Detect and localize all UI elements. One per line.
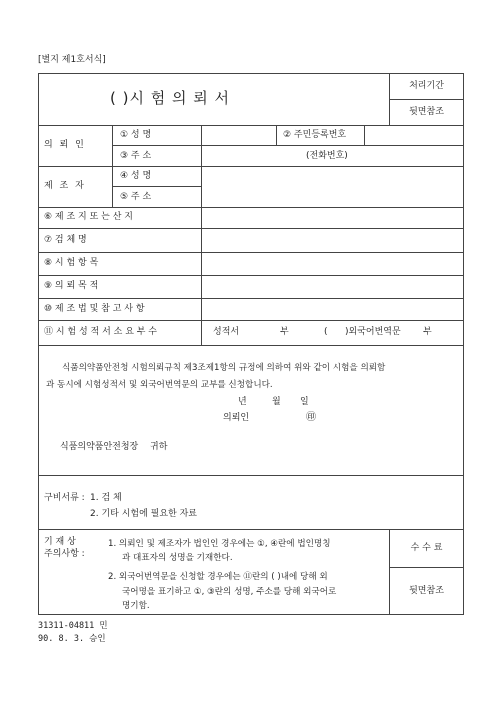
attachment-item-2: 2. 기타 시험에 필요한 자료 bbox=[90, 509, 197, 519]
certificate-unit: 부 bbox=[280, 327, 289, 337]
note-2-line-2: 국어명을 표기하고 ①, ③란의 성명, 주소를 당해 외국어로 bbox=[122, 587, 337, 597]
seal-mark: ㊞ bbox=[306, 412, 316, 423]
attachment-item-1: 1. 검 체 bbox=[90, 493, 122, 503]
field-purpose-label: ⑨ 의 뢰 목 적 bbox=[44, 281, 99, 291]
certificate-copies-field[interactable] bbox=[246, 323, 276, 339]
note-2-line-1: 2. 외국어번역문을 신청할 경우에는 ⑪란의 ( )내에 당해 외 bbox=[108, 572, 328, 582]
resident-no-label: ② 주민등록번호 bbox=[283, 130, 347, 140]
signer-label: 의뢰인 bbox=[223, 413, 250, 423]
notes-label-1: 기 재 상 bbox=[44, 537, 76, 547]
recipient: 식품의약품안전청장 bbox=[60, 442, 139, 452]
notes-label-2: 주의사항 : bbox=[44, 549, 85, 559]
foreign-unit: 부 bbox=[423, 327, 432, 337]
note-1-line-1: 1. 의뢰인 및 제조자가 법인인 경우에는 ①, ④란에 법인명칭 bbox=[108, 539, 331, 549]
statement-line-2: 과 동시에 시험성적서 및 외국어번역문의 교부를 신청합니다. bbox=[46, 380, 273, 390]
phone-label: (전화번호) bbox=[306, 151, 348, 161]
date-day: 일 bbox=[300, 397, 309, 407]
field-copies-label: ⑪ 시 험 성 적 서 소 요 부 수 bbox=[44, 327, 157, 337]
field-sample-name-label: ⑦ 검 체 명 bbox=[44, 235, 87, 245]
manufacturer-address-label: ⑤ 주 소 bbox=[120, 192, 152, 202]
foreign-paren-open: ( bbox=[324, 327, 328, 337]
date-month: 월 bbox=[272, 397, 281, 407]
certificate-label: 성적서 bbox=[213, 327, 240, 337]
approval-date: 90. 8. 3. 승인 bbox=[38, 634, 106, 644]
recipient-honorific: 귀하 bbox=[150, 442, 168, 452]
note-1-line-2: 과 대표자의 성명을 기재한다. bbox=[122, 553, 233, 563]
requester-address-field[interactable] bbox=[203, 147, 303, 164]
test-items-field[interactable] bbox=[203, 254, 462, 273]
fee-label: 수 수 료 bbox=[410, 543, 443, 553]
method-field[interactable] bbox=[203, 300, 462, 318]
processing-period-label: 처리기간 bbox=[409, 81, 444, 91]
note-2-line-3: 명기함. bbox=[122, 601, 150, 611]
sample-name-field[interactable] bbox=[203, 230, 462, 250]
manufacturer-address-field[interactable] bbox=[203, 188, 462, 205]
manufacturer-label: 제 조 자 bbox=[44, 181, 86, 191]
foreign-language-field[interactable] bbox=[331, 323, 343, 339]
date-year: 년 bbox=[238, 397, 247, 407]
form-code: 31311-04811 민 bbox=[38, 621, 108, 631]
form-tag: [별지 제1호서식] bbox=[38, 55, 106, 65]
field-origin-label: ⑥ 제 조 지 또 는 산 지 bbox=[44, 212, 133, 222]
side-divider bbox=[389, 99, 464, 100]
manufacturer-name-field[interactable] bbox=[203, 168, 462, 184]
statement-line-1: 식품의약품안전청 시험의뢰규칙 제3조제1항의 규정에 의하여 위와 같이 시험을 의뢰함 bbox=[62, 363, 386, 373]
manufacturer-name-label: ④ 성 명 bbox=[120, 171, 152, 181]
requester-name-label: ① 성 명 bbox=[120, 130, 152, 140]
field-method-label: ⑩ 제 조 법 및 참 고 사 항 bbox=[44, 304, 145, 314]
resident-no-field[interactable] bbox=[366, 127, 462, 143]
origin-field[interactable] bbox=[203, 209, 462, 226]
see-back-bottom: 뒷면참조 bbox=[409, 586, 444, 596]
requester-address-label: ③ 주 소 bbox=[120, 151, 152, 161]
field-test-items-label: ⑧ 시 험 항 목 bbox=[44, 258, 99, 268]
foreign-translation-label: )외국어번역문 bbox=[345, 327, 401, 337]
purpose-field[interactable] bbox=[203, 277, 462, 296]
requester-name-field[interactable] bbox=[203, 127, 274, 143]
form-title: ( )시 험 의 뢰 서 bbox=[110, 89, 230, 107]
see-back-top: 뒷면참조 bbox=[409, 107, 444, 117]
attachments-label: 구비서류 : bbox=[44, 493, 85, 503]
requester-label: 의 뢰 인 bbox=[44, 140, 86, 150]
